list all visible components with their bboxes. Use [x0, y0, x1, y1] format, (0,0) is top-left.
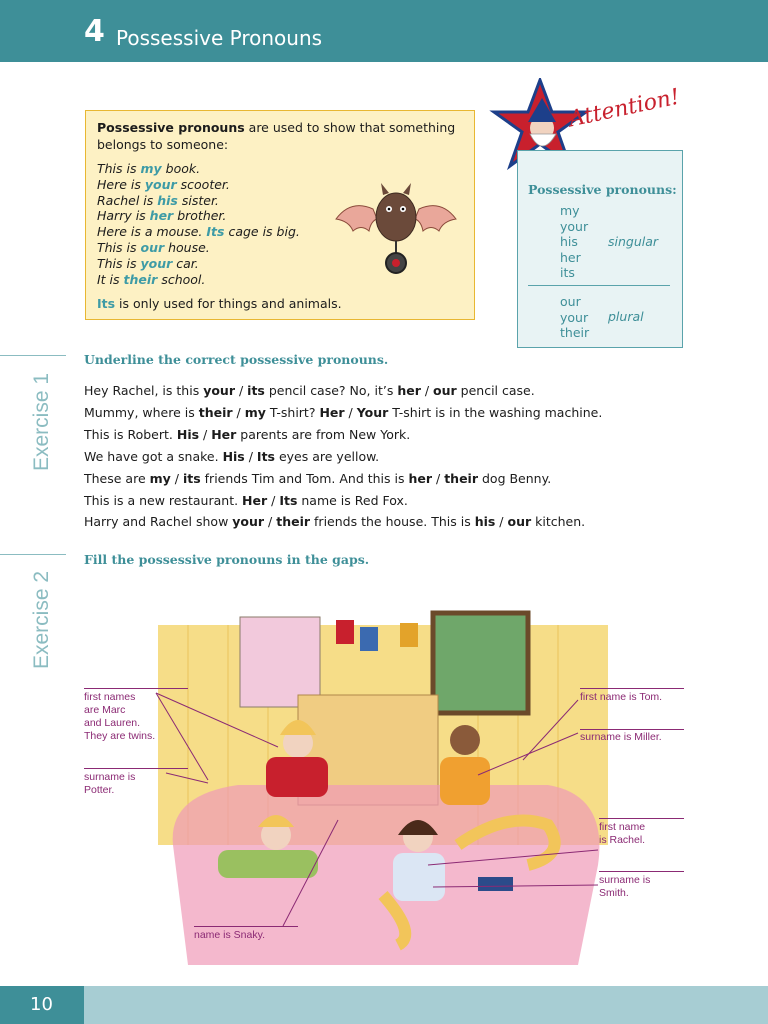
pronoun-choice[interactable]: our: [433, 383, 457, 398]
sentence-text: This is a new restaurant.: [84, 492, 243, 508]
label-rachel-line: first name: [599, 821, 646, 833]
example-sentence: [97, 256, 300, 272]
sentence-text: dog Benny.: [478, 470, 552, 486]
example-text: Rachel is: [97, 192, 158, 208]
pronoun-choice[interactable]: its: [247, 383, 265, 398]
example-pronoun: our: [140, 239, 165, 255]
example-text: scooter.: [176, 176, 230, 192]
pronoun-choice[interactable]: His: [222, 448, 245, 464]
pronoun-choice[interactable]: their: [276, 514, 311, 530]
its-note-text: is only used for things and animals.: [115, 296, 342, 311]
sentence-text: /: [267, 492, 280, 508]
sentence-text: friends Tim and Tom. And this is: [200, 470, 409, 486]
sentence-text: /: [170, 470, 183, 486]
sentence-text: pencil case.: [456, 383, 535, 398]
exercise-sentence: [84, 380, 602, 402]
sentence-text: Harry and Rachel show: [84, 514, 233, 530]
sentence-text: /: [244, 448, 257, 464]
example-text: It is: [97, 271, 124, 287]
label-tom-line: first name is Tom.: [580, 691, 663, 703]
intro-term: Possessive pronouns: [97, 120, 245, 135]
singular-pronoun-list: [560, 203, 588, 281]
exercise-sentence: [84, 468, 602, 490]
exercise2-instruction: Fill the possessive pronouns in the gaps.: [84, 552, 370, 567]
sentence-text: /: [495, 514, 508, 530]
exercise2-side-rule: [0, 554, 66, 555]
example-pronoun: your: [144, 176, 177, 192]
example-sentence: [97, 193, 300, 209]
pronoun-choice[interactable]: Its: [256, 448, 275, 464]
exercise-sentence: [84, 490, 602, 512]
pronoun-item: its: [560, 265, 575, 281]
plural-label: plural: [608, 309, 644, 324]
sentence-text: We have got a snake.: [84, 448, 223, 464]
example-pronoun: their: [123, 271, 158, 287]
gap-tom: [580, 688, 684, 689]
example-sentences: [97, 161, 300, 287]
example-sentence: [97, 177, 300, 193]
chapter-number: 4: [84, 14, 105, 49]
example-sentence: [97, 208, 300, 224]
intro-text: are used to show that something belongs to someone:: [97, 120, 456, 152]
sentence-text: kitchen.: [531, 514, 586, 530]
example-sentence: [97, 272, 300, 288]
example-text: Here is a mouse.: [97, 224, 207, 240]
playroom-illustration: [148, 565, 618, 975]
pronoun-item: your: [560, 309, 589, 325]
exercise2-side-label-text: Exercise 2: [30, 570, 53, 670]
pronoun-choice[interactable]: your: [203, 383, 235, 398]
chapter-header: [0, 0, 768, 62]
example-text: Here is: [97, 176, 145, 192]
label-twins-line: are Marc: [84, 704, 126, 716]
sentence-text: These are: [84, 470, 150, 486]
example-text: This is: [97, 239, 141, 255]
sentence-text: pencil case? No, it’s: [264, 383, 398, 398]
exercise-sentence: [84, 446, 602, 468]
example-text: house.: [164, 239, 210, 255]
sentence-text: /: [199, 426, 212, 442]
bat-on-unicycle-illustration: [331, 169, 461, 279]
sentence-text: name is Red Fox.: [297, 492, 408, 508]
pronoun-item: my: [560, 203, 580, 218]
label-potter: [84, 771, 135, 797]
example-text: This is: [97, 255, 141, 271]
page-number: 10: [30, 994, 53, 1015]
chapter-title: Possessive Pronouns: [116, 26, 323, 50]
label-miller-line: surname is Miller.: [580, 731, 662, 743]
sentence-text: /: [264, 514, 277, 530]
singular-label: singular: [608, 234, 659, 249]
exercise-sentence: [84, 402, 602, 424]
sentence-text: Mummy, where is: [84, 404, 199, 420]
pronoun-item: your: [560, 218, 589, 234]
exercise-sentence: [84, 511, 602, 533]
pronoun-choice[interactable]: its: [182, 470, 201, 486]
example-text: Harry is: [97, 208, 150, 224]
attention-box: [517, 150, 683, 348]
example-pronoun: Its: [206, 224, 225, 240]
sentence-text: parents are from New York.: [236, 426, 411, 442]
sentence-text: T-shirt?: [265, 404, 320, 420]
its-note: [97, 296, 342, 311]
sentence-text: eyes are yellow.: [275, 448, 380, 464]
pronoun-item: his: [560, 234, 578, 250]
label-snake: [194, 929, 265, 942]
pronoun-choice[interactable]: his: [474, 514, 496, 530]
pronoun-choice[interactable]: her: [397, 383, 421, 398]
pronoun-divider: [528, 285, 670, 286]
pronoun-choice[interactable]: Her: [319, 404, 345, 420]
label-smith-line: Smith.: [599, 887, 629, 899]
example-sentence: [97, 224, 300, 240]
gap-twins: [84, 688, 188, 689]
example-pronoun: her: [149, 208, 174, 224]
exercise-sentence: [84, 424, 602, 446]
label-twins-line: first names: [84, 691, 136, 703]
exercise1-side-rule: [0, 355, 66, 356]
sentence-text: friends the house. This is: [310, 514, 475, 530]
example-text: This is: [97, 161, 141, 176]
pronoun-item: our: [560, 294, 581, 309]
example-pronoun: his: [157, 192, 178, 208]
label-twins: [84, 691, 155, 743]
sentence-text: /: [420, 383, 434, 398]
example-text: brother.: [173, 208, 227, 224]
gap-rachel: [599, 818, 684, 819]
label-potter-line: surname is: [84, 771, 136, 783]
gap-smith: [599, 871, 684, 872]
example-pronoun: my: [140, 161, 162, 176]
gap-snake: [194, 926, 298, 927]
pronoun-choice[interactable]: Her: [242, 492, 268, 508]
pronoun-choice[interactable]: Its: [279, 492, 298, 508]
exercise1-side-label: [20, 362, 64, 482]
page-footer: [0, 986, 768, 1024]
pronoun-item: her: [560, 249, 581, 265]
gap-miller: [580, 729, 684, 730]
exercise1-sentences: [84, 380, 602, 533]
pronoun-choice[interactable]: their: [198, 404, 233, 420]
sentence-text: /: [344, 404, 357, 420]
plural-pronoun-list: [560, 294, 589, 341]
label-potter-line: Potter.: [84, 784, 115, 796]
example-sentence: [97, 240, 300, 256]
pronoun-choice[interactable]: Her: [211, 426, 237, 442]
sentence-text: This is Robert.: [84, 426, 177, 442]
label-tom: [580, 691, 662, 704]
example-text: book.: [161, 161, 201, 176]
grammar-info-box: [85, 110, 475, 320]
pronoun-choice[interactable]: our: [507, 514, 532, 530]
page-number-box: [0, 986, 84, 1024]
sentence-text: /: [432, 470, 445, 486]
pronoun-choice[interactable]: my: [149, 470, 171, 486]
pronoun-table-heading: Possessive pronouns:: [528, 182, 677, 197]
gap-potter: [84, 768, 188, 769]
example-text: school.: [157, 271, 206, 287]
exercise2-side-label: [20, 560, 64, 680]
pronoun-choice[interactable]: Your: [356, 404, 389, 420]
label-twins-line: They are twins.: [84, 730, 156, 742]
its-note-pronoun: Its: [97, 296, 116, 311]
pronoun-choice[interactable]: my: [244, 404, 266, 420]
exercise1-side-label-text: Exercise 1: [30, 372, 53, 472]
label-miller: [580, 731, 662, 744]
example-sentence: [97, 161, 300, 177]
example-text: sister.: [177, 192, 219, 208]
attention-banner: Attention!: [566, 84, 682, 133]
label-rachel-line: is Rachel.: [599, 834, 646, 846]
label-snake-line: name is Snaky.: [194, 929, 266, 941]
exercise1-instruction: Underline the correct possessive pronouns.: [84, 352, 389, 367]
sentence-text: /: [235, 383, 248, 398]
label-rachel: [599, 821, 645, 847]
sentence-text: /: [232, 404, 245, 420]
label-twins-line: and Lauren.: [84, 717, 141, 729]
sentence-text: T-shirt is in the washing machine.: [388, 404, 603, 420]
pronoun-item: their: [560, 325, 590, 341]
info-intro: [97, 119, 467, 153]
label-smith: [599, 874, 650, 900]
label-smith-line: surname is: [599, 874, 651, 886]
pronoun-choice[interactable]: their: [444, 470, 479, 486]
pronoun-choice[interactable]: your: [232, 514, 265, 530]
pronoun-choice[interactable]: His: [176, 426, 200, 442]
sentence-text: Hey Rachel, is this: [84, 383, 204, 398]
example-pronoun: your: [140, 255, 173, 271]
pronoun-choice[interactable]: her: [408, 470, 433, 486]
example-text: car.: [172, 255, 199, 271]
example-text: cage is big.: [224, 224, 300, 240]
